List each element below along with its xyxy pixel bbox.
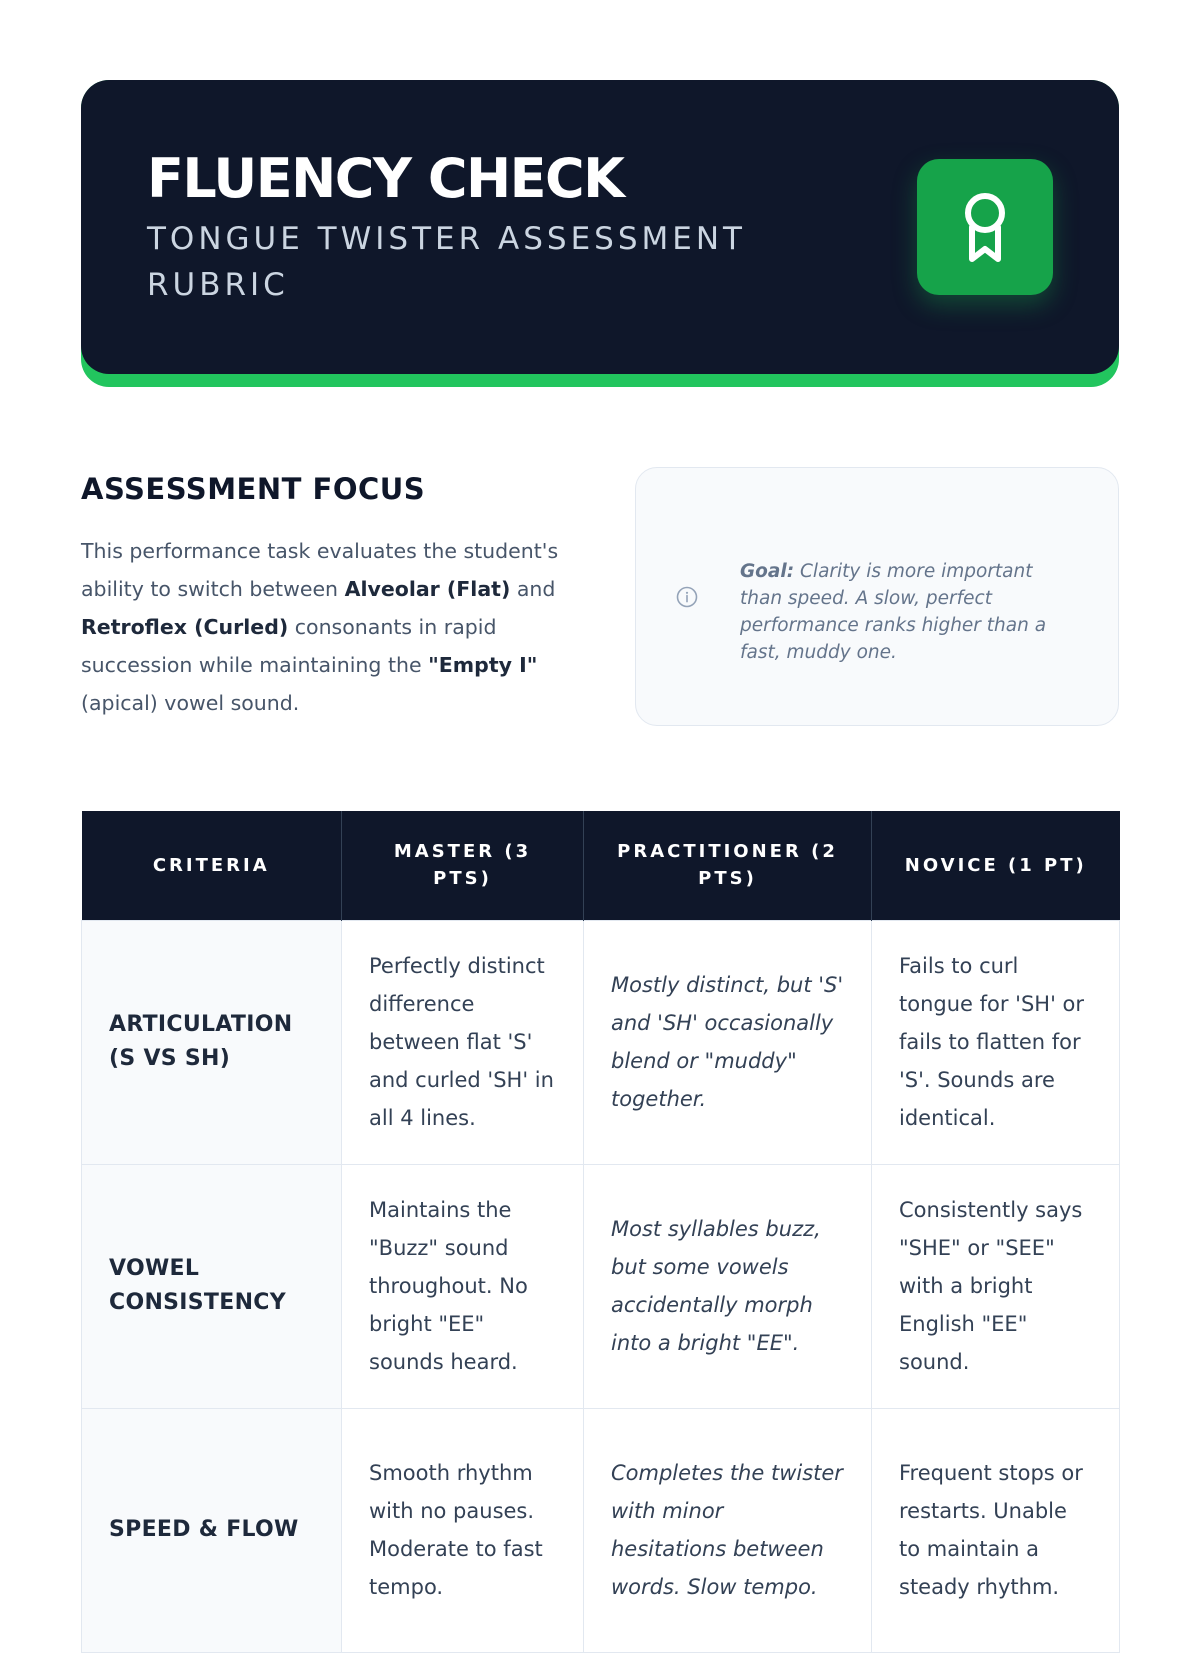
page-subtitle: TONGUE TWISTER ASSESSMENT RUBRIC — [147, 221, 746, 303]
goal-text — [740, 558, 1070, 666]
focus-text-2: and — [510, 577, 556, 601]
focus-bold-alveolar: Alveolar (Flat) — [344, 577, 511, 601]
table-row — [82, 1408, 1120, 1652]
practitioner-cell: Completes the twister with minor hesitations between words. Slow tempo. — [584, 1408, 872, 1652]
master-cell: Smooth rhythm with no pauses. Moderate to fast tempo. — [342, 1408, 584, 1652]
header-card — [81, 80, 1119, 387]
page-title: FLUENCY CHECK — [147, 147, 624, 210]
header-novice: NOVICE (1 PT) — [872, 811, 1120, 920]
focus-text-4: (apical) vowel sound. — [81, 691, 300, 715]
novice-cell: Consistently says "SHE" or "SEE" with a bright English "EE" sound. — [872, 1164, 1120, 1408]
goal-callout — [635, 467, 1119, 726]
header-criteria: CRITERIA — [82, 811, 342, 920]
focus-text-3: consonants in rapid succession while maintaining the — [81, 615, 497, 677]
novice-cell: Fails to curl tongue for 'SH' or fails to flatten for 'S'. Sounds are identical. — [872, 920, 1120, 1164]
criteria-cell: ARTICULATION (S VS SH) — [82, 920, 342, 1164]
award-ribbon-icon — [957, 189, 1013, 265]
novice-cell: Frequent stops or restarts. Unable to maintain a steady rhythm. — [872, 1408, 1120, 1652]
header-practitioner: PRACTITIONER (2 PTS) — [584, 811, 872, 920]
focus-bold-retroflex: Retroflex (Curled) — [81, 615, 289, 639]
goal-body: Clarity is more important than speed. A slow, perfect performance ranks higher than a fast, muddy one. — [740, 561, 1047, 663]
criteria-cell: SPEED & FLOW — [82, 1408, 342, 1652]
table-row — [82, 1164, 1120, 1408]
practitioner-cell: Mostly distinct, but 'S' and 'SH' occasionally blend or "muddy" together. — [584, 920, 872, 1164]
focus-bold-empty-i: "Empty I" — [428, 653, 538, 677]
goal-label: Goal: — [740, 561, 795, 582]
table-header-row — [82, 811, 1120, 920]
table-row — [82, 920, 1120, 1164]
award-badge — [917, 159, 1053, 295]
practitioner-cell: Most syllables buzz, but some vowels accidentally morph into a bright "EE". — [584, 1164, 872, 1408]
focus-text-block — [81, 467, 581, 722]
header-inner — [81, 80, 1119, 374]
master-cell: Perfectly distinct difference between flat 'S' and curled 'SH' in all 4 lines. — [342, 920, 584, 1164]
header-master: MASTER (3 PTS) — [342, 811, 584, 920]
focus-heading: ASSESSMENT FOCUS — [81, 472, 426, 506]
criteria-cell: VOWEL CONSISTENCY — [82, 1164, 342, 1408]
master-cell: Maintains the "Buzz" sound throughout. No bright "EE" sounds heard. — [342, 1164, 584, 1408]
focus-description — [81, 532, 581, 722]
focus-text-1: This performance task evaluates the student's ability to switch between — [81, 539, 559, 601]
rubric-table — [81, 811, 1120, 1653]
info-icon — [676, 586, 698, 608]
assessment-focus-section — [81, 467, 1119, 726]
